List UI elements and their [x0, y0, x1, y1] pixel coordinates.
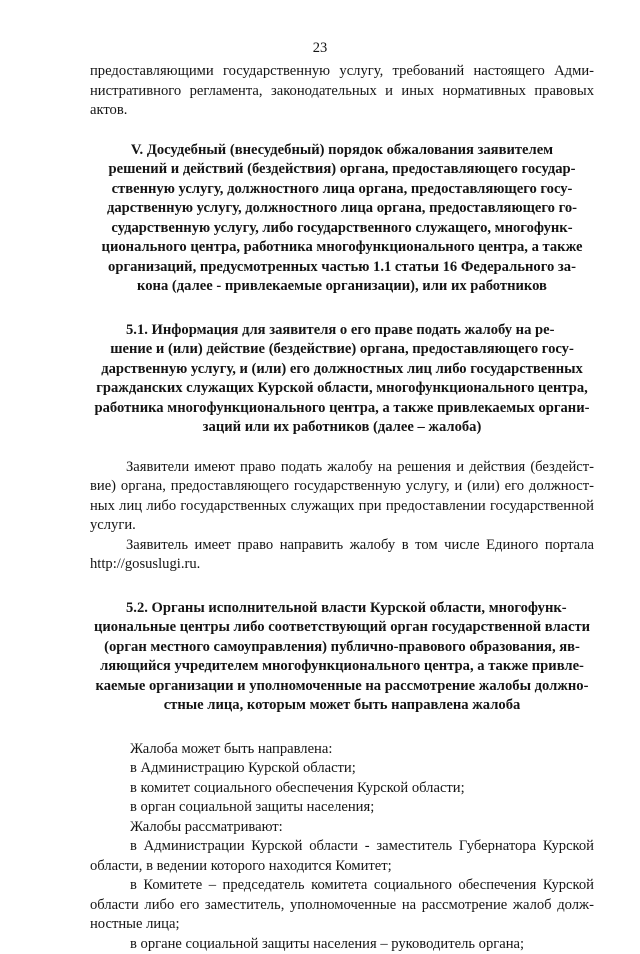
heading-line: ляющийся учредителем многофункционального центра, а также привле-: [90, 657, 594, 677]
subsection-5-1-heading: [90, 321, 594, 438]
text-line: услуги.: [90, 516, 594, 536]
heading-line: 5.1. Информация для заявителя о его праве подать жалобу на ре-: [90, 321, 594, 341]
heading-line: каемые организации и уполномоченные на рассмотрение жалобы должно-: [90, 677, 594, 697]
text-line: актов.: [90, 101, 594, 121]
heading-line: работника многофункционального центра, а также привлекаемых органи-: [90, 399, 594, 419]
heading-line: дарственную услугу, и (или) его должностных лиц либо государственных: [90, 360, 594, 380]
text-line: в Администрации Курской области - заместитель Губернатора Курской: [90, 837, 594, 857]
list-item: Жалоба может быть направлена:: [90, 740, 594, 760]
heading-line: 5.2. Органы исполнительной власти Курской области, многофунк-: [90, 599, 594, 619]
paragraph-committee: [90, 876, 594, 935]
paragraph-administration: [90, 837, 594, 876]
heading-line: (орган местного самоуправления) публично-правового образования, яв-: [90, 638, 594, 658]
heading-line: V. Досудебный (внесудебный) порядок обжалования заявителем: [90, 141, 594, 161]
section-5-heading: [90, 141, 594, 297]
paragraph-right-to-complain: [90, 458, 594, 536]
heading-line: стные лица, которым может быть направлена жалоба: [90, 696, 594, 716]
text-line: ностные лица;: [90, 915, 594, 935]
heading-line: ционального центра, работника многофункционального центра, а также: [90, 238, 594, 258]
list-item: в орган социальной защиты населения;: [90, 798, 594, 818]
text-line: Заявитель имеет право направить жалобу в том числе Единого портала: [90, 536, 594, 556]
text-line: вие) органа, предоставляющего государственную услугу, и (или) его должност-: [90, 477, 594, 497]
complaint-destinations-list: [90, 740, 594, 838]
page-number: 23: [0, 40, 640, 57]
portal-url: http://gosuslugi.ru.: [90, 555, 594, 575]
text-line: области, в ведении которого находится Комитет;: [90, 857, 594, 877]
heading-line: заций или их работников (далее – жалоба): [90, 418, 594, 438]
list-item: в Администрацию Курской области;: [90, 759, 594, 779]
text-line: в органе социальной защиты населения – руководитель органа;: [90, 935, 594, 954]
heading-line: кона (далее - привлекаемые организации), или их работников: [90, 277, 594, 297]
text-line: в Комитете – председатель комитета социального обеспечения Курской: [90, 876, 594, 896]
heading-line: дарственную услугу, должностного лица органа, предоставляющего го-: [90, 199, 594, 219]
subsection-5-2-heading: [90, 599, 594, 716]
heading-line: гражданских служащих Курской области, многофункционального центра,: [90, 379, 594, 399]
heading-line: ственную услугу, должностного лица органа, предоставляющего госу-: [90, 180, 594, 200]
list-item: в комитет социального обеспечения Курской области;: [90, 779, 594, 799]
text-line: области либо его заместитель, уполномоченные на рассмотрение жалоб долж-: [90, 896, 594, 916]
heading-line: организаций, предусмотренных частью 1.1 статьи 16 Федерального за-: [90, 258, 594, 278]
intro-paragraph: [90, 62, 594, 121]
list-item: Жалобы рассматривают:: [90, 818, 594, 838]
paragraph-social-protection: [90, 935, 594, 954]
text-line: предоставляющими государственную услугу, требований настоящего Адми-: [90, 62, 594, 82]
text-line: ных лиц либо государственных служащих при предоставлении государственной: [90, 497, 594, 517]
page-content: [90, 62, 594, 954]
paragraph-portal: [90, 536, 594, 575]
heading-line: шение и (или) действие (бездействие) органа, предоставляющего госу-: [90, 340, 594, 360]
text-line: нистративного регламента, законодательных и иных нормативных правовых: [90, 82, 594, 102]
text-line: Заявители имеют право подать жалобу на решения и действия (бездейст-: [90, 458, 594, 478]
heading-line: сударственную услугу, либо государственного служащего, многофунк-: [90, 219, 594, 239]
heading-line: циональные центры либо соответствующий орган государственной власти: [90, 618, 594, 638]
heading-line: решений и действий (бездействия) органа, предоставляющего государ-: [90, 160, 594, 180]
